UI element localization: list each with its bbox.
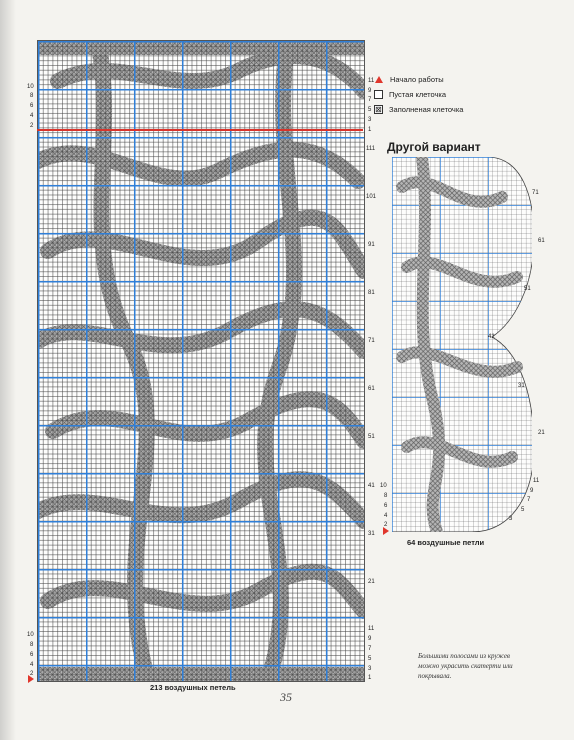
main-chart-caption: 213 воздушных петель [150,683,236,692]
row-number: 31 [518,383,525,389]
row-number: 8 [30,93,34,99]
row-number: 51 [368,434,375,440]
row-number: 7 [368,646,372,652]
row-number: 21 [538,430,545,436]
legend-filled-label: Заполненая клеточка [389,104,464,114]
row-number: 71 [368,338,375,344]
main-start-marker [28,675,34,683]
legend [374,73,463,118]
legend-empty [374,88,463,100]
row-number: 2 [384,522,388,528]
row-number: 41 [488,334,495,340]
row-number: 5 [368,107,372,113]
row-number: 5 [368,656,372,662]
book-spine-shadow [0,0,16,740]
main-filet-chart [37,40,365,682]
alt-start-marker [383,527,389,535]
legend-start-label: Начало работы [390,74,444,84]
row-number: 81 [368,290,375,296]
start-triangle-icon [375,76,383,83]
row-number: 8 [30,642,34,648]
row-number: 101 [366,194,377,200]
row-number: 61 [368,386,375,392]
row-number: 9 [368,636,372,642]
row-number: 91 [368,242,375,248]
legend-start [374,73,463,85]
row-number: 2 [30,123,34,129]
row-number: 11 [533,478,540,484]
row-number: 111 [366,146,376,152]
row-number: 71 [532,190,539,196]
row-number: 1 [368,675,372,681]
main-chart-repeat-line [37,129,363,131]
row-number: 2 [30,671,34,677]
row-number: 51 [524,286,531,292]
row-number: 7 [527,497,531,503]
legend-empty-label: Пустая клеточка [389,89,447,99]
pattern-band [392,157,532,532]
main-chart-major-grid [38,41,364,681]
alt-chart-pattern [392,157,532,532]
row-number: 9 [368,88,372,94]
row-number: 1 [368,127,372,133]
row-number: 3 [509,516,513,522]
legend-filled [374,103,463,115]
alt-chart-caption: 64 воздушные петли [407,538,485,547]
row-number: 9 [530,488,534,494]
row-number: 6 [30,103,34,109]
row-number: 21 [368,579,375,585]
row-number: 4 [30,662,34,668]
row-number: 4 [30,113,34,119]
row-number: 10 [380,483,387,489]
row-number: 11 [368,78,375,84]
empty-cell-icon [374,90,383,99]
filled-cell-icon: ⊠ [375,104,382,114]
row-number: 3 [368,666,372,672]
row-number: 6 [30,652,34,658]
alt-filet-chart [392,157,532,532]
row-number: 61 [538,238,545,244]
row-number: 8 [384,493,388,499]
row-number: 31 [368,531,375,537]
row-number: 3 [368,117,372,123]
row-number: 4 [384,513,388,519]
row-number: 7 [368,97,372,103]
alt-chart-title: Другой вариант [387,140,481,154]
page-number: 35 [280,690,292,704]
row-number: 10 [27,632,34,638]
row-number: 6 [384,503,388,509]
row-number: 5 [521,507,525,513]
row-number: 41 [368,483,375,489]
row-number: 11 [368,626,375,632]
row-number: 10 [27,84,34,90]
side-note: Большими полосами из кружев можно украсить скатерти или покрывала. [418,652,513,680]
